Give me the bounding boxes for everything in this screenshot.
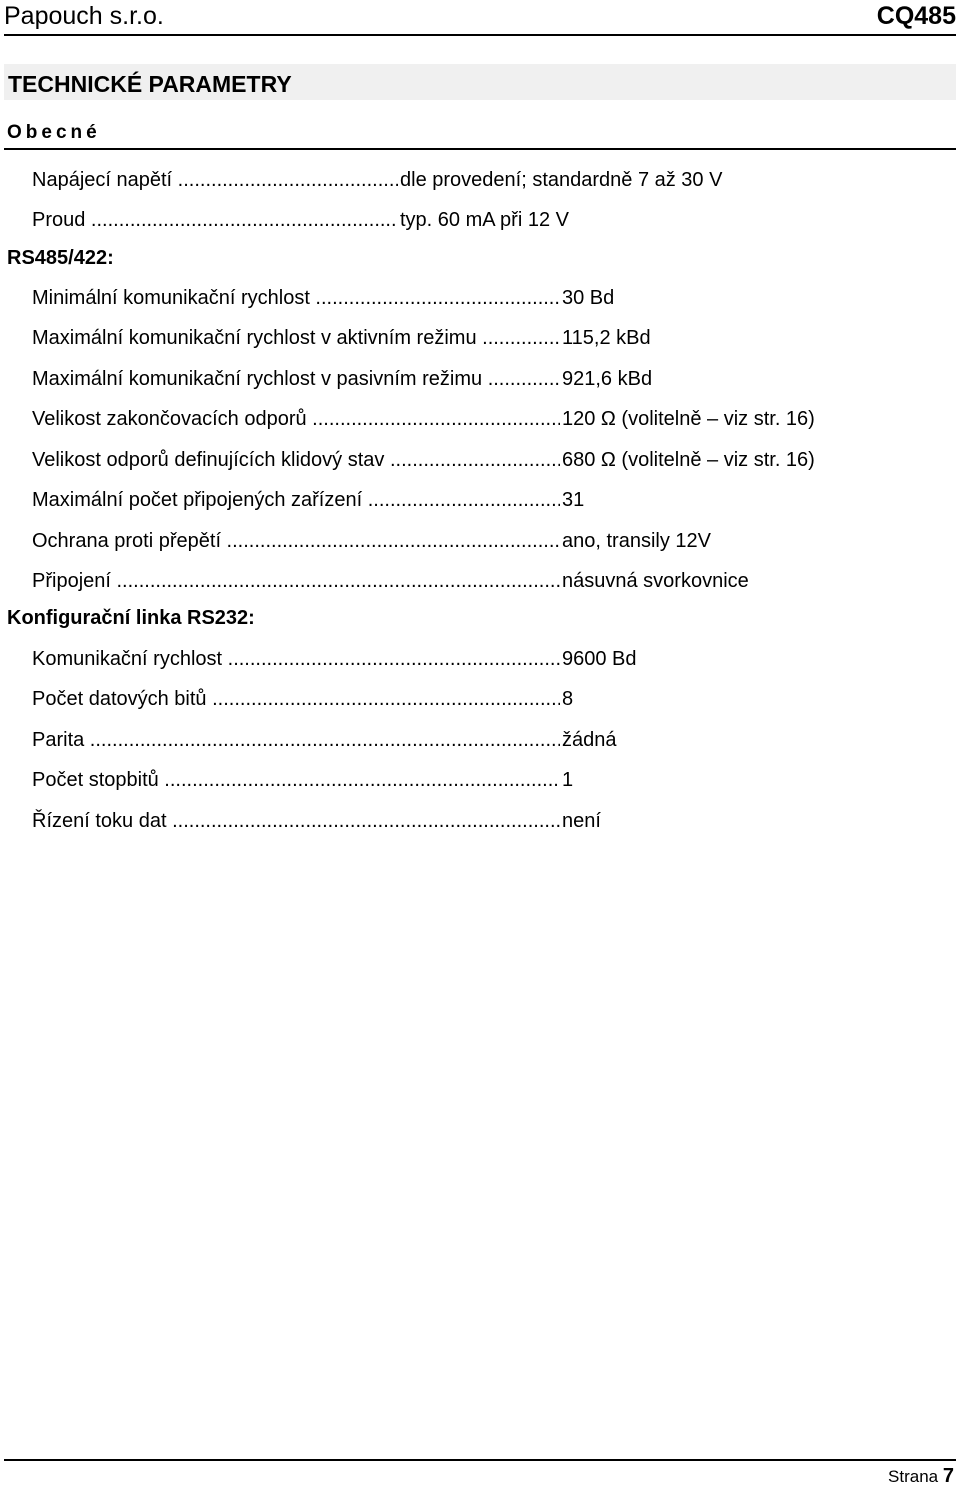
spec-label: Komunikační rychlost ..... (32, 646, 560, 672)
spec-row-parity (32, 727, 932, 753)
spec-label: Proud ..... (32, 207, 398, 233)
spec-label: Maximální komunikační rychlost v aktivním režimu ..... (32, 325, 560, 351)
spec-row-bias-resistors (32, 447, 932, 473)
group-title-rs232: Konfigurační linka RS232: (7, 607, 255, 629)
spec-value: 120 Ω (volitelně – viz str. 16) (562, 408, 815, 430)
spec-label: Počet stopbitů ..... (32, 767, 560, 793)
spec-value: 31 (562, 489, 585, 511)
product-name: CQ485 (876, 2, 956, 30)
spec-row-stop-bits (32, 767, 932, 793)
spec-label: Minimální komunikační rychlost ..... (32, 285, 560, 311)
spec-label: Počet datových bitů ..... (32, 686, 560, 712)
spec-value: 8 (562, 688, 574, 710)
spec-label: Ochrana proti přepětí ..... (32, 528, 560, 554)
spec-label: Maximální počet připojených zařízení ..... (32, 487, 560, 513)
spec-label: Velikost odporů definujících klidový stav ..... (32, 447, 560, 473)
spec-row-connection (32, 568, 932, 594)
spec-row-termination-resistors (32, 406, 932, 432)
page-number-value: 7 (942, 1465, 954, 1487)
spec-value: žádná (562, 729, 617, 751)
spec-label: Parita ..... (32, 727, 560, 753)
subsection-title: Obecné (7, 122, 101, 143)
spec-row-supply-voltage (32, 167, 932, 193)
spec-value: ano, transily 12V (562, 530, 711, 552)
spec-row-max-baud-active (32, 325, 932, 351)
spec-row-current (32, 207, 932, 233)
page-label: Strana (888, 1467, 939, 1486)
spec-value: není (562, 810, 601, 832)
spec-label: Velikost zakončovacích odporů ..... (32, 406, 560, 432)
spec-row-baud (32, 646, 932, 672)
spec-label: Napájecí napětí ..... (32, 167, 398, 193)
spec-value: typ. 60 mA při 12 V (400, 209, 569, 231)
spec-value: dle provedení; standardně 7 až 30 V (400, 169, 723, 191)
group-title-rs485: RS485/422: (7, 247, 114, 269)
spec-label: Řízení toku dat ..... (32, 808, 560, 834)
spec-value: 9600 Bd (562, 648, 637, 670)
spec-label: Připojení ..... (32, 568, 560, 594)
page-footer (4, 1459, 956, 1487)
spec-value: 1 (562, 769, 574, 791)
spec-row-data-bits (32, 686, 932, 712)
spec-row-max-devices (32, 487, 932, 513)
spec-label: Maximální komunikační rychlost v pasivním režimu ..... (32, 366, 560, 392)
spec-row-max-baud-passive (32, 366, 932, 392)
spec-row-flow-control (32, 808, 932, 834)
spec-value: 30 Bd (562, 287, 615, 309)
spec-value: 115,2 kBd (562, 327, 651, 349)
company-name: Papouch s.r.o. (4, 2, 164, 30)
spec-value: 680 Ω (volitelně – viz str. 16) (562, 449, 815, 471)
section-title: TECHNICKÉ PARAMETRY (4, 64, 956, 100)
spec-value: násuvná svorkovnice (562, 570, 749, 592)
spec-value: 921,6 kBd (562, 368, 653, 390)
page-header (4, 0, 956, 36)
subsection-header (4, 118, 956, 150)
spec-row-overvoltage-protection (32, 528, 932, 554)
spec-row-min-baud (32, 285, 932, 311)
